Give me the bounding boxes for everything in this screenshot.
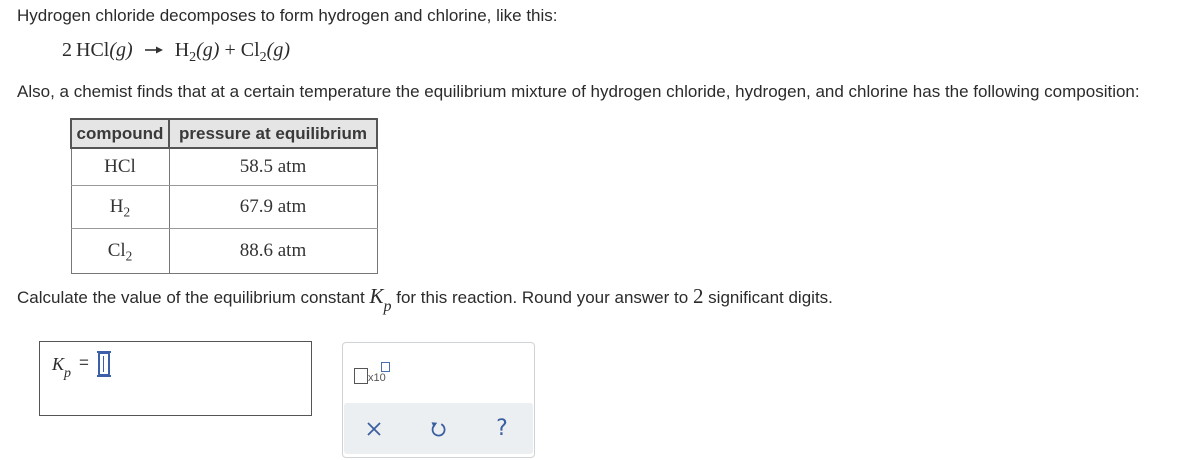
- answer-equals-sign: =: [79, 353, 89, 372]
- help-icon: ?: [496, 416, 508, 441]
- table-row: [71, 186, 377, 229]
- composition-table: [70, 118, 378, 274]
- reactant-coefficient: 2: [62, 39, 72, 61]
- product1-state: (g): [196, 39, 220, 61]
- table-row: [71, 148, 377, 186]
- compound-cell: [71, 148, 169, 186]
- plus-sign: +: [224, 39, 236, 61]
- answer-input[interactable]: [98, 352, 110, 376]
- product2-state: (g): [266, 39, 290, 61]
- chemical-equation: [62, 36, 290, 64]
- table-row: [71, 229, 377, 274]
- help-button[interactable]: [488, 415, 516, 443]
- product1-formula: H: [174, 39, 190, 61]
- answer-kp-label: [52, 354, 72, 381]
- pressure-cell: 88.6 atm: [169, 229, 377, 274]
- intro-text: Hydrogen chloride decomposes to form hydrogen and chlorine, like this:: [17, 6, 558, 25]
- significant-digits: 2: [692, 284, 704, 308]
- compound-subscript: 2: [123, 204, 131, 220]
- product2-subscript: 2: [259, 49, 267, 65]
- clear-button[interactable]: [360, 415, 388, 443]
- kp-symbol: [369, 284, 392, 315]
- sci-exponent-box-icon: [381, 362, 390, 372]
- pressure-cell: 67.9 atm: [169, 186, 377, 229]
- product2-formula: Cl: [240, 39, 260, 61]
- product1-subscript: 2: [189, 49, 197, 65]
- header-pressure: pressure at equilibrium: [169, 119, 377, 148]
- sci-notation-label: x10: [368, 372, 386, 384]
- tool-bar: [344, 403, 533, 454]
- question-before: Calculate the value of the equilibrium constant: [17, 288, 370, 307]
- undo-button[interactable]: [424, 415, 452, 443]
- question-after: significant digits.: [703, 288, 833, 307]
- compound-formula: H: [109, 196, 124, 217]
- compound-cell: [71, 186, 169, 229]
- sci-base-box-icon: [354, 368, 368, 384]
- question-text: [17, 283, 833, 315]
- header-compound: compound: [71, 119, 169, 148]
- answer-area: [39, 341, 312, 416]
- input-caret: [103, 356, 104, 372]
- close-icon: [366, 421, 382, 437]
- kp-letter: K: [369, 284, 384, 308]
- compound-formula: Cl: [107, 240, 126, 261]
- kp-subscript: p: [383, 298, 392, 315]
- answer-tools-panel: [342, 342, 535, 458]
- answer-k-subscript: p: [64, 366, 72, 381]
- pressure-cell: 58.5 atm: [169, 148, 377, 186]
- table-header-row: [71, 119, 377, 148]
- compound-subscript: 2: [125, 248, 133, 264]
- undo-icon: [428, 419, 448, 439]
- answer-k-letter: K: [52, 354, 65, 374]
- composition-text: Also, a chemist finds that at a certain temperature the equilibrium mixture of hydrogen chloride, hydrogen, and chlorine has the following composition:: [17, 82, 1140, 101]
- compound-formula: HCl: [104, 156, 136, 177]
- reaction-arrow-icon: [144, 45, 164, 55]
- scientific-notation-button[interactable]: [353, 361, 389, 389]
- question-middle: for this reaction. Round your answer to: [391, 288, 693, 307]
- compound-cell: [71, 229, 169, 274]
- reactant-state: (g): [109, 39, 133, 61]
- reactant-formula: HCl: [76, 39, 110, 61]
